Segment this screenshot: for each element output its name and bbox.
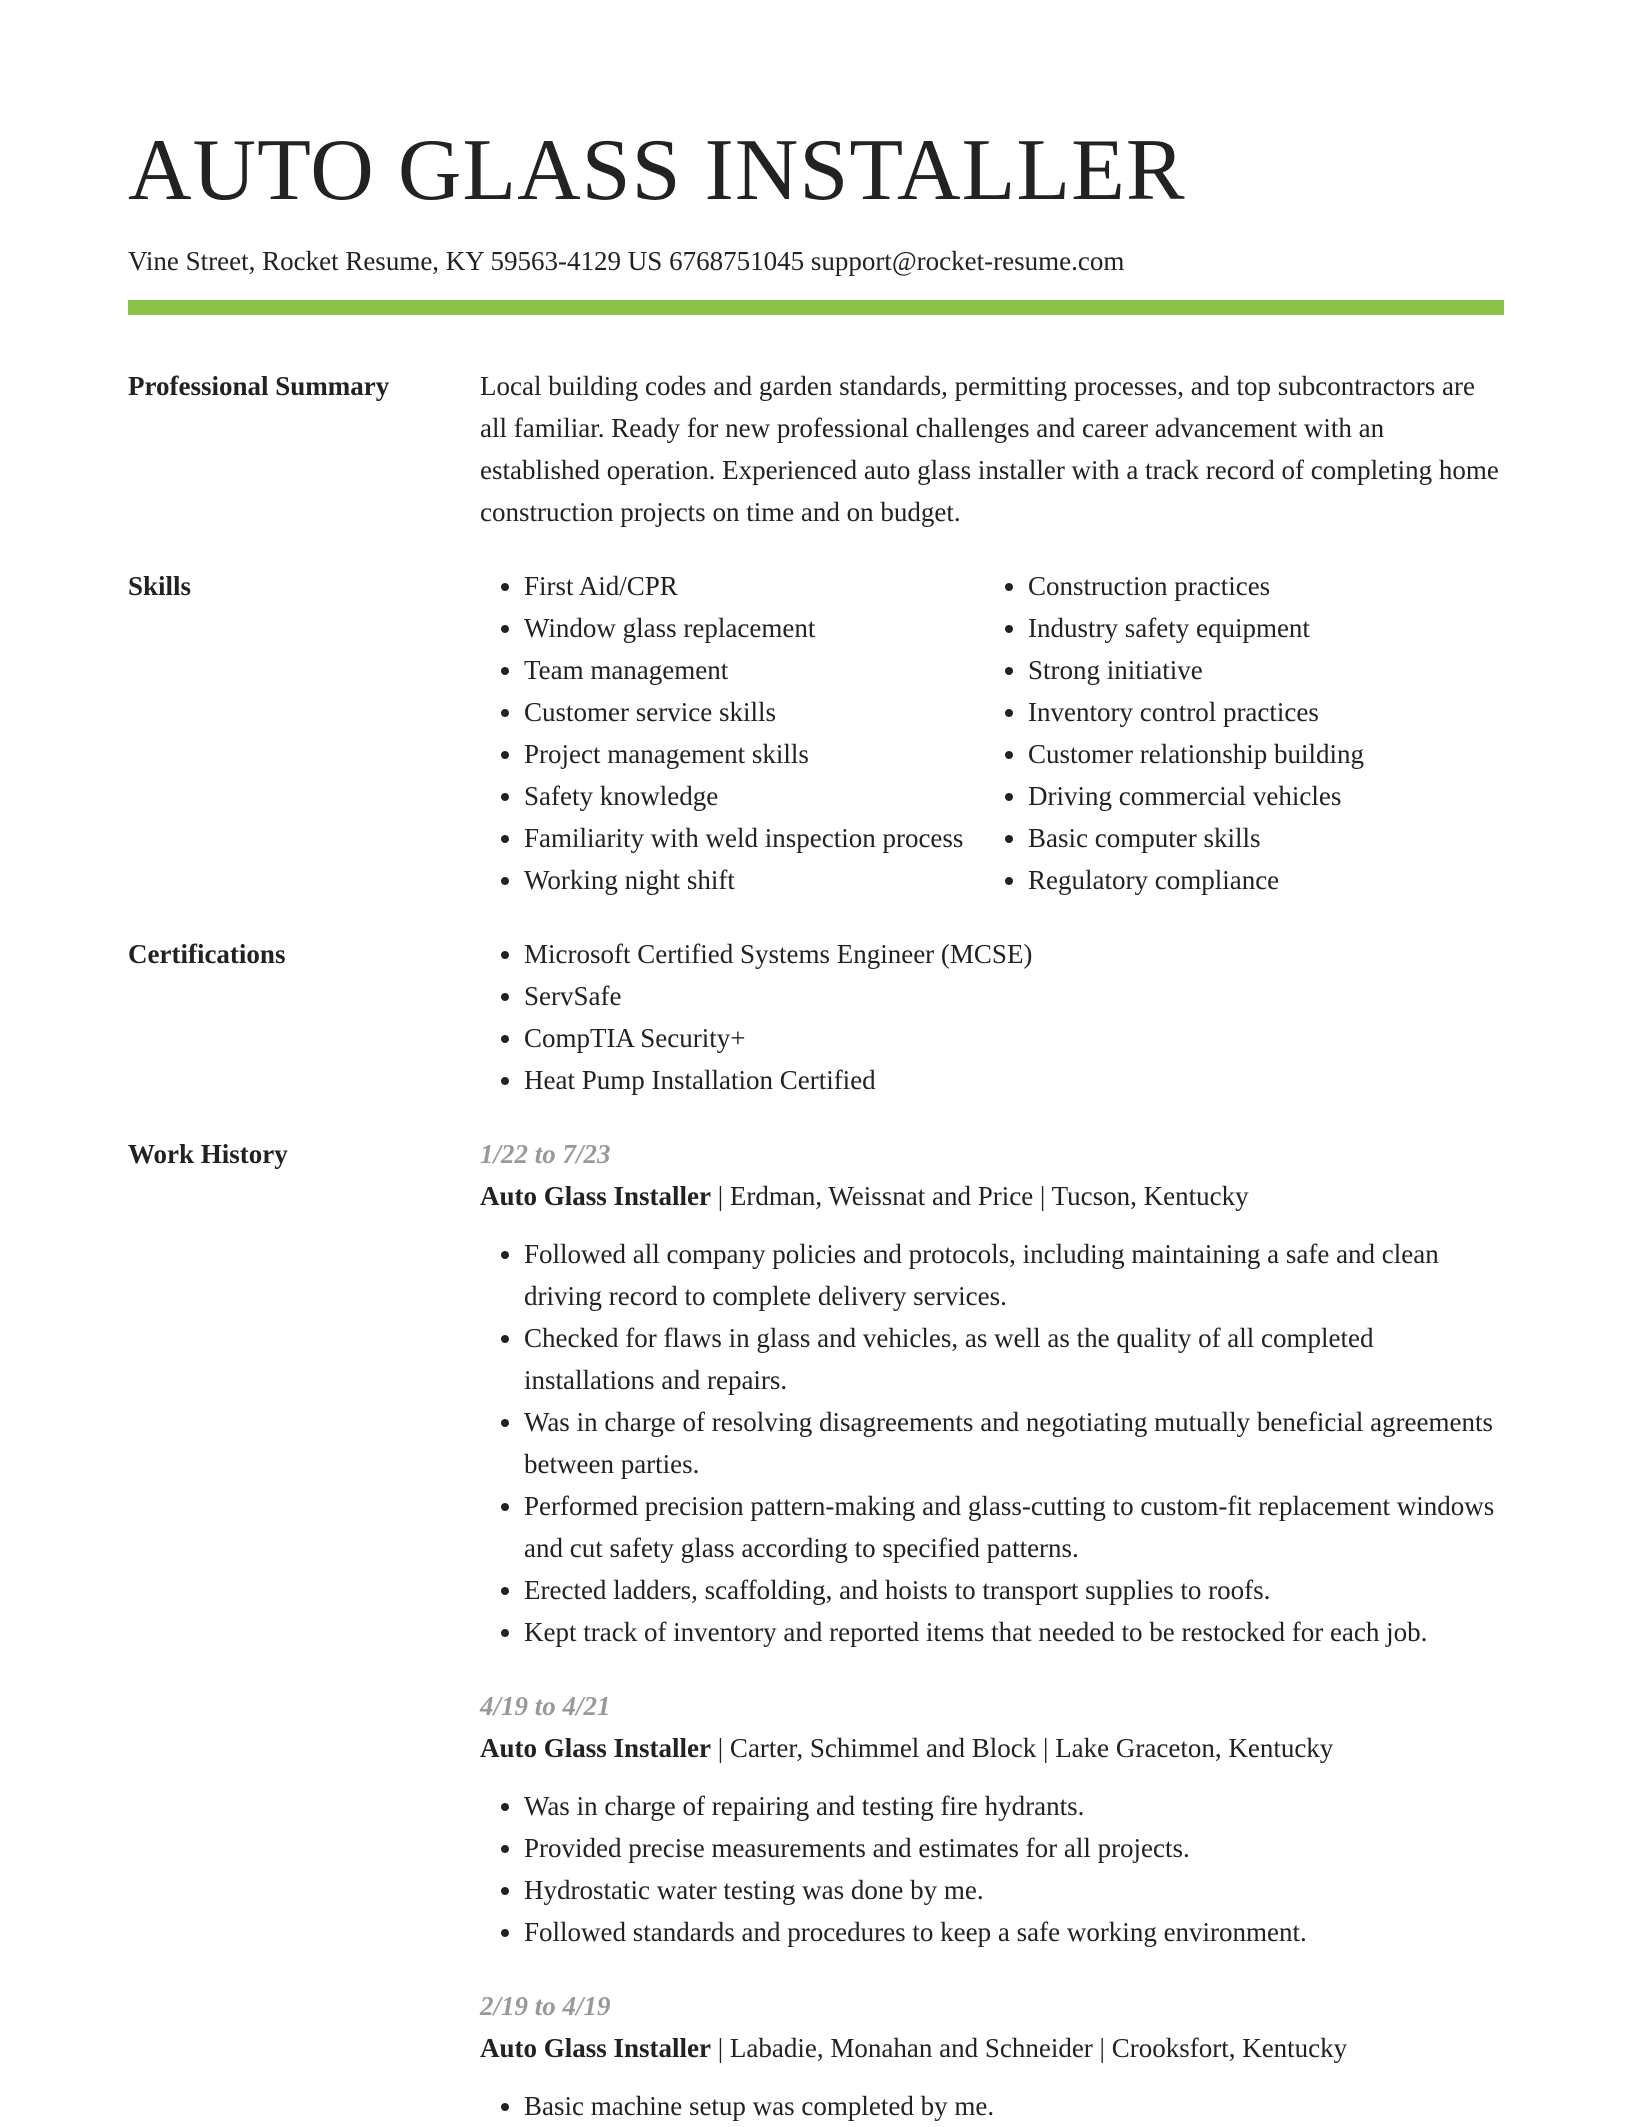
skill-item: • Working night shift xyxy=(524,859,984,901)
job-bullet: • Hydrostatic water testing was done by me. xyxy=(524,1869,1504,1911)
skill-item: • Regulatory compliance xyxy=(1028,859,1504,901)
job-heading xyxy=(480,1727,1504,1769)
job-bullet: • Was in charge of repairing and testing fire hydrants. xyxy=(524,1785,1504,1827)
job-bullet: • Kept track of inventory and reported items that needed to be restocked for each job. xyxy=(524,1611,1504,1653)
job-entry xyxy=(480,1685,1504,1953)
skill-item: • Familiarity with weld inspection process xyxy=(524,817,984,859)
job-bullet: • Basic machine setup was completed by me. xyxy=(524,2085,1504,2127)
job-bullet: • Checked for flaws in glass and vehicles, as well as the quality of all completed installations and repairs. xyxy=(524,1317,1504,1401)
job-title: Auto Glass Installer xyxy=(480,2033,712,2063)
skill-item: • Industry safety equipment xyxy=(1028,607,1504,649)
certification-item: • Heat Pump Installation Certified xyxy=(524,1059,1504,1101)
skills-heading: Skills xyxy=(128,571,192,601)
job-bullet: • Performed precision pattern-making and glass-cutting to custom-fit replacement windows and cut safety glass according to specified patterns. xyxy=(524,1485,1504,1569)
skill-item: • Customer relationship building xyxy=(1028,733,1504,775)
job-details: | Erdman, Weissnat and Price | Tucson, Kentucky xyxy=(711,1181,1249,1211)
work-history-heading: Work History xyxy=(128,1139,288,1169)
job-entry xyxy=(480,1133,1504,1653)
contact-email[interactable]: support@rocket-resume.com xyxy=(810,246,1125,276)
skill-item: • Construction practices xyxy=(1028,565,1504,607)
skill-item: • Window glass replacement xyxy=(524,607,984,649)
contact-phone: 6768751045 xyxy=(669,246,805,276)
summary-text: Local building codes and garden standards, permitting processes, and top subcontractors are all familiar. Ready for new professional challenges and career advancement with an established operation. Experienced auto glass installer with a track record of completing home construction projects on time and on budget. xyxy=(480,371,1499,527)
job-title: Auto Glass Installer xyxy=(480,1733,712,1763)
job-heading xyxy=(480,1175,1504,1217)
job-bullets xyxy=(480,1233,1504,1653)
certification-item: • Microsoft Certified Systems Engineer (MCSE) xyxy=(524,933,1504,975)
certifications-section xyxy=(128,933,1504,1101)
certification-item: • CompTIA Security+ xyxy=(524,1017,1504,1059)
work-history-section xyxy=(128,1133,1504,2127)
contact-line xyxy=(128,243,1504,279)
job-bullet: • Followed all company policies and protocols, including maintaining a safe and clean driving record to complete delivery services. xyxy=(524,1233,1504,1317)
skills-section xyxy=(128,565,1504,901)
certification-item: • ServSafe xyxy=(524,975,1504,1017)
skills-list-right xyxy=(984,565,1504,901)
job-entry xyxy=(480,1985,1504,2127)
job-bullet: • Followed standards and procedures to keep a safe working environment. xyxy=(524,1911,1504,1953)
header-divider xyxy=(128,300,1504,315)
skill-item: • Safety knowledge xyxy=(524,775,984,817)
job-dates: 4/19 to 4/21 xyxy=(480,1691,611,1721)
job-dates: 2/19 to 4/19 xyxy=(480,1991,611,2021)
contact-address: Vine Street, Rocket Resume, KY 59563-4129 US xyxy=(128,246,663,276)
job-details: | Labadie, Monahan and Schneider | Crooksfort, Kentucky xyxy=(711,2033,1348,2063)
resume-title: AUTO GLASS INSTALLER xyxy=(128,122,1186,219)
job-title: Auto Glass Installer xyxy=(480,1181,712,1211)
job-bullets xyxy=(480,1785,1504,1953)
skill-item: • Basic computer skills xyxy=(1028,817,1504,859)
skills-list-left xyxy=(480,565,984,901)
skill-item: • First Aid/CPR xyxy=(524,565,984,607)
job-bullet: • Provided precise measurements and estimates for all projects. xyxy=(524,1827,1504,1869)
job-bullets xyxy=(480,2085,1504,2127)
job-details: | Carter, Schimmel and Block | Lake Graceton, Kentucky xyxy=(711,1733,1334,1763)
resume-page xyxy=(128,0,1504,2127)
skill-item: • Strong initiative xyxy=(1028,649,1504,691)
skill-item: • Inventory control practices xyxy=(1028,691,1504,733)
certifications-heading: Certifications xyxy=(128,939,286,969)
skill-item: • Project management skills xyxy=(524,733,984,775)
skill-item: • Team management xyxy=(524,649,984,691)
summary-heading: Professional Summary xyxy=(128,371,390,401)
skill-item: • Driving commercial vehicles xyxy=(1028,775,1504,817)
job-bullet: • Erected ladders, scaffolding, and hoists to transport supplies to roofs. xyxy=(524,1569,1504,1611)
certifications-list xyxy=(480,933,1504,1101)
job-dates: 1/22 to 7/23 xyxy=(480,1139,611,1169)
skill-item: • Customer service skills xyxy=(524,691,984,733)
job-bullet: • Was in charge of resolving disagreements and negotiating mutually beneficial agreements between parties. xyxy=(524,1401,1504,1485)
job-heading xyxy=(480,2027,1504,2069)
summary-section xyxy=(128,365,1504,533)
